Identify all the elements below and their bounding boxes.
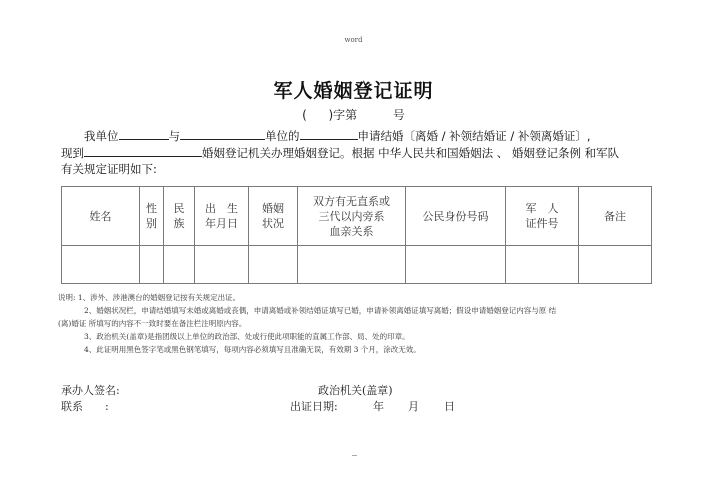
header-citizen-id: 公民身份号码 [406, 187, 506, 246]
paragraph-line-2 [61, 145, 619, 161]
page-footer-mark [352, 455, 357, 456]
table-row [62, 246, 652, 284]
cell-gender[interactable] [140, 246, 164, 284]
text-registry-basis: 婚姻登记机关办理婚姻登记。根据 中华人民共和国婚姻法 、 婚姻登记条例 和军队 [202, 146, 620, 160]
header-remarks: 备注 [579, 187, 652, 246]
header-marital-status: 婚姻 状况 [249, 187, 298, 246]
note-1: 说明: 1、涉外、涉港澳台的婚姻登记按有关规定出证。 [58, 293, 241, 302]
issue-date-day: 日 [444, 400, 455, 413]
page-header-word: word [344, 36, 363, 44]
paragraph-line-3: 有关规定证明如下: [61, 162, 157, 176]
cell-citizen-id[interactable] [406, 246, 506, 284]
text-and: 与 [168, 129, 180, 143]
text-apply-marriage: 申请结婚〔离婚 / 补领结婚证 / 补领离婚证〕, [357, 129, 591, 143]
cell-kinship[interactable] [298, 246, 406, 284]
note-2: 2、婚姻状况栏，申请结婚填写未婚或离婚或丧偶，申请离婚或补领结婚证填写已婚，申请补领离婚证填写离婚；假设申请婚姻登记内容与原 结 [84, 306, 557, 315]
header-ethnicity: 民 族 [164, 187, 195, 246]
cell-remarks[interactable] [579, 246, 652, 284]
header-birth-date: 出 生 年月日 [195, 187, 249, 246]
cell-military-id[interactable] [506, 246, 579, 284]
note-2-continued: (离)婚证 所填写的内容不一致时要在备注栏注明原内容。 [58, 319, 247, 328]
header-kinship: 双方有无直系或 三代以内旁系 血亲关系 [298, 187, 406, 246]
table-header-row [62, 187, 652, 246]
cell-marital-status[interactable] [249, 246, 298, 284]
cell-birth-date[interactable] [195, 246, 249, 284]
handler-signature-label: 承办人签名: [61, 384, 120, 397]
paragraph-line-1 [84, 128, 591, 144]
header-gender: 性 别 [140, 187, 164, 246]
cell-ethnicity[interactable] [164, 246, 195, 284]
blank-other-unit[interactable] [180, 128, 265, 140]
cell-name[interactable] [62, 246, 140, 284]
blank-my-unit[interactable] [119, 128, 169, 140]
blank-registry-office[interactable] [84, 145, 202, 157]
note-4: 4、此证明用黑色签字笔或黑色钢笔填写，每项内容必须填写且准确无误，有效期 3 个月，涂改无效。 [84, 345, 421, 354]
text-go-to: 现到 [61, 146, 84, 160]
document-title: 军人婚姻登记证明 [273, 80, 434, 102]
marriage-info-table [61, 186, 652, 284]
header-name: 姓名 [62, 187, 140, 246]
political-organ-seal-label: 政治机关(盖章) [318, 384, 393, 397]
text-unit-of: 单位的 [265, 129, 300, 143]
note-3: 3、政治机关(盖章)是指团级以上单位的政治部、处或行使此项职能的直属工作部、局、处的印章。 [84, 332, 410, 341]
header-military-id: 军 人 证件号 [506, 187, 579, 246]
issue-date-month: 月 [408, 400, 419, 413]
doc-number-open-paren: ( [302, 108, 307, 122]
doc-number-suffix: 号 [392, 108, 405, 122]
contact-label: 联系 : [61, 400, 109, 413]
issue-date-year: 年 [373, 400, 384, 413]
document-number [0, 106, 707, 123]
text-my-unit: 我单位 [84, 129, 119, 143]
issue-date-label: 出证日期: [290, 400, 338, 413]
blank-person[interactable] [300, 128, 358, 140]
doc-number-middle: )字第 [328, 108, 358, 122]
